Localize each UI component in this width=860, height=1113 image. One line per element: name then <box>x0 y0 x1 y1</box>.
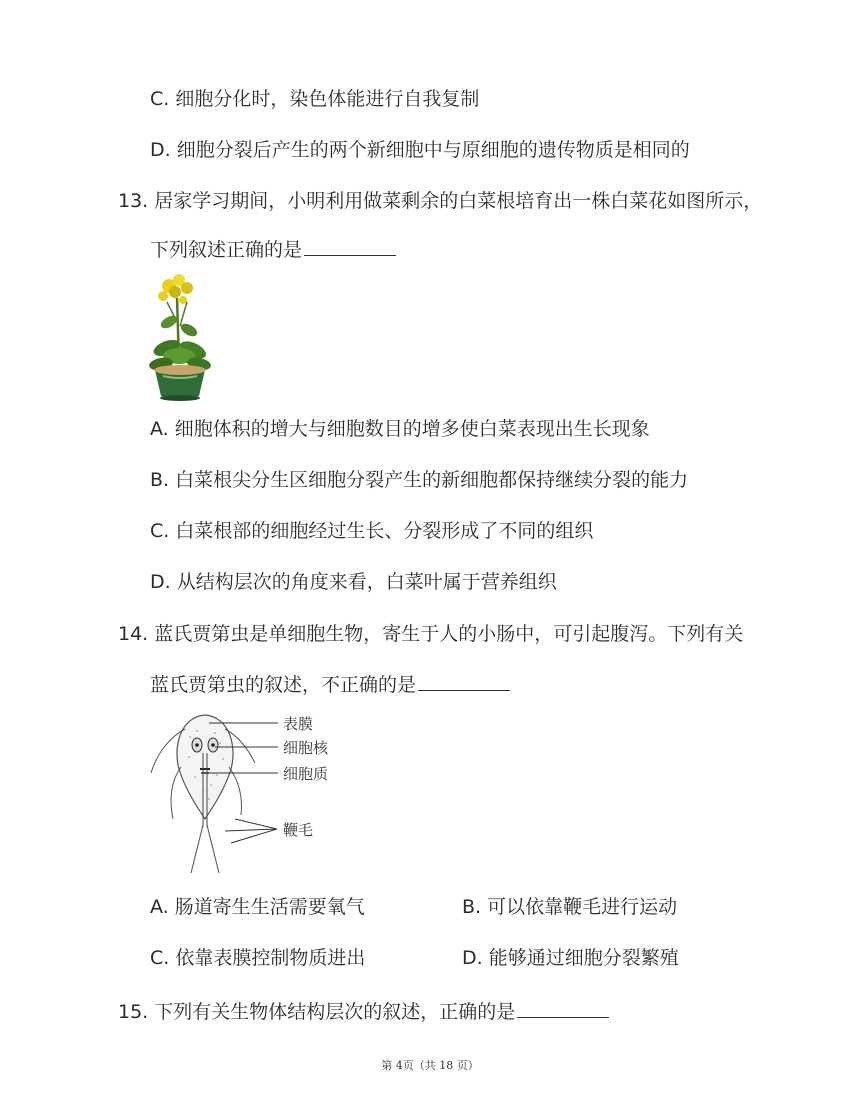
q13-stem-line1: 13. 居家学习期间，小明利用做菜剩余的白菜根培育出一株白菜花如图所示， <box>118 190 763 212</box>
label-nucleus: 细胞核 <box>283 739 329 757</box>
q14-stem-line1: 14. 蓝氏贾第虫是单细胞生物，寄生于人的小肠中，可引起腹泻。下列有关 <box>118 623 744 645</box>
q13-option-c: C. 白菜根部的细胞经过生长、分裂形成了不同的组织 <box>150 520 594 542</box>
q14-option-c: C. 依靠表膜控制物质进出 <box>150 947 366 969</box>
cabbage-flower-figure <box>143 272 215 404</box>
q14-option-d: D. 能够通过细胞分裂繁殖 <box>462 947 679 969</box>
q12-option-d: D. 细胞分裂后产生的两个新细胞中与原细胞的遗传物质是相同的 <box>150 139 690 161</box>
q13-option-d: D. 从结构层次的角度来看，白菜叶属于营养组织 <box>150 571 557 593</box>
label-pellicle: 表膜 <box>283 715 314 733</box>
answer-blank <box>517 997 609 1018</box>
label-cytoplasm: 细胞质 <box>283 765 329 783</box>
q13-option-b: B. 白菜根尖分生区细胞分裂产生的新细胞都保持继续分裂的能力 <box>150 469 689 491</box>
q13-stem-line2: 下列叙述正确的是 <box>150 235 396 263</box>
label-flagella: 鞭毛 <box>283 821 314 839</box>
q14-stem-line2: 蓝氏贾第虫的叙述，不正确的是 <box>150 670 510 698</box>
q14-option-a: A. 肠道寄生生活需要氧气 <box>150 896 365 918</box>
q15-stem: 15. 下列有关生物体结构层次的叙述，正确的是 <box>118 997 609 1025</box>
q13-option-a: A. 细胞体积的增大与细胞数目的增多使白菜表现出生长现象 <box>150 418 650 440</box>
q12-option-c: C. 细胞分化时，染色体能进行自我复制 <box>150 88 480 110</box>
page-footer: 第 4页（共 18 页） <box>381 1059 479 1072</box>
giardia-diagram <box>145 707 345 879</box>
q14-option-b: B. 可以依靠鞭毛进行运动 <box>462 896 678 918</box>
answer-blank <box>304 235 396 256</box>
answer-blank <box>418 670 510 691</box>
